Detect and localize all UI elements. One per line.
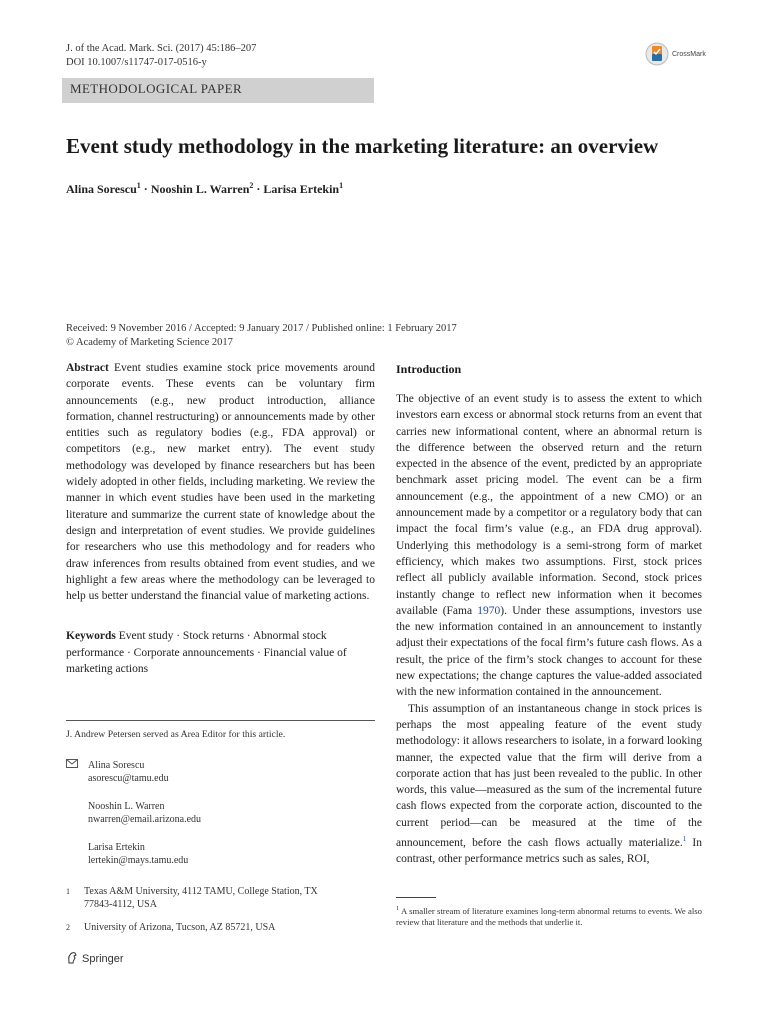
- contact-name: Nooshin L. Warren: [88, 801, 165, 812]
- journal-citation: J. of the Acad. Mark. Sci. (2017) 45:186–207: [66, 43, 257, 54]
- contact-email[interactable]: lertekin@mays.tamu.edu: [88, 855, 189, 866]
- paper-title: Event study methodology in the marketing literature: an overview: [66, 134, 659, 158]
- footnote-rule: [396, 897, 436, 898]
- section-heading: Introduction: [396, 362, 462, 376]
- affiliation: [66, 921, 375, 934]
- affiliation-text: University of Arizona, Tucson, AZ 85721, USA: [84, 922, 276, 933]
- footnote: [396, 903, 702, 929]
- abstract-text: Event studies examine stock price movements around corporate events. These events can be voluntary firm announcements (e.g., new product introduction, alliance formation, channel restructuring) or announcements made by other entities such as regulatory bodies (e.g., FDA approval) or competitors (e.g., new market entry). The event study methodology was developed by finance researchers but has been widely adopted in other fields, including marketing. We review the manner in which event studies have been used in the marketing literature and summarize the current state of knowledge about the design and interpretation of event studies. We provide guidelines for researchers who use this methodology and for readers who draw inferences from results obtained from event studies, and we highlight a few areas where the methodology can be leveraged to help us better understand the financial value of marketing actions.: [66, 362, 376, 603]
- paragraph-text: In contrast, other performance metrics such as sales, ROI,: [396, 836, 702, 866]
- paragraph-text: This assumption of an instantaneous change in stock prices is perhaps the most appealing feature of the event study methodology: it allows researchers to isolate, in a forward looking manner, the expected value that the firm will derive from a corporate action that has just been revealed to the public. In other words, this value—measured as the sum of the incremental future cash flows expected from the corporate action, discounted to the current period—can be measured at the time of the announcement, before the cash flows actually materialize.: [396, 702, 702, 849]
- author-name[interactable]: Nooshin L. Warren: [150, 182, 250, 196]
- intro-paragraph-1: [396, 391, 702, 701]
- contact-block: [66, 759, 375, 944]
- abstract-label: Abstract: [66, 362, 109, 374]
- right-column: [396, 362, 702, 867]
- author-separator: ·: [256, 182, 261, 196]
- contact-email[interactable]: asorescu@tamu.edu: [88, 773, 169, 784]
- author-affiliation-mark: 1: [136, 181, 141, 190]
- contact-name: Alina Sorescu: [88, 760, 145, 771]
- paragraph-text: The objective of an event study is to assess the extent to which investors earn excess or abnormal stock returns from an event that carries new informational content, where an abnormal return is the difference between the observed return and the return expected in the absence of the event, predicted by an appropriate benchmark asset pricing model. The event can be a firm announcement (e.g., the appointment of a new CMO) or an announcement made by a competitor or a regulatory body that can impact the focal firm’s value (e.g., an FDA drug approval). Underlying this methodology is a semi-strong form of market efficiency, which makes two assumptions. First, stock prices reflect all publicly available information. Second, stock prices instantly change to reflect new information when it becomes available (Fama: [396, 393, 702, 617]
- article-type-banner: [62, 78, 374, 103]
- citation-link[interactable]: 1970: [477, 604, 501, 617]
- journal-header: [66, 42, 256, 70]
- affiliation-text: Texas A&M University, 4112 TAMU, College Station, TX 77843-4112, USA: [84, 886, 318, 910]
- author-list: [66, 181, 343, 197]
- springer-horse-icon: [66, 951, 78, 967]
- publisher-logo: [66, 951, 124, 967]
- left-column: [66, 360, 375, 677]
- footnote-link[interactable]: 1: [682, 835, 687, 844]
- intro-paragraph-2: [396, 701, 702, 868]
- doi[interactable]: DOI 10.1007/s11747-017-0516-y: [66, 57, 207, 68]
- abstract: [66, 360, 375, 604]
- author-separator: ·: [143, 182, 148, 196]
- crossmark-label: CrossMark: [672, 50, 706, 58]
- publisher-name: Springer: [82, 953, 124, 965]
- author-affiliation-mark: 2: [249, 181, 254, 190]
- author-name[interactable]: Alina Sorescu: [66, 182, 137, 196]
- footnote-text: A smaller stream of literature examines long-term abnormal returns to events. We also review that literature and the methods that underlie it.: [396, 905, 702, 928]
- contact-email[interactable]: nwarren@email.arizona.edu: [88, 814, 202, 825]
- keywords-label: Keywords: [66, 630, 116, 643]
- paragraph-text: ). Under these assumptions, investors use the new information contained in an announcement to instantly adjust their expectations of the focal firm’s future cash flows. As a result, the price of the firm’s stock changes to account for these new expectations; the change captures the value-added associated with the new information contained in the announcement.: [396, 604, 702, 699]
- envelope-icon: [66, 759, 78, 785]
- contact-name: Larisa Ertekin: [88, 842, 145, 853]
- affiliation-number: 2: [66, 923, 70, 932]
- editor-note-block: [66, 720, 375, 741]
- dates-line: Received: 9 November 2016 / Accepted: 9 January 2017 / Published online: 1 February 2017: [66, 323, 457, 334]
- corresponding-author: [66, 759, 375, 785]
- footnote-mark: 1: [396, 905, 400, 912]
- contact: [88, 841, 375, 867]
- keywords: [66, 628, 375, 677]
- contact: [88, 800, 375, 826]
- keywords-text: Event study · Stock returns · Abnormal stock performance · Corporate announcements · Financial value of marketing actions: [66, 630, 347, 676]
- affiliation: [66, 885, 375, 911]
- author-affiliation-mark: 1: [339, 181, 344, 190]
- copyright-line: © Academy of Marketing Science 2017: [66, 337, 233, 348]
- crossmark-badge[interactable]: [645, 42, 706, 66]
- author-name[interactable]: Larisa Ertekin: [263, 182, 340, 196]
- publication-dates: [66, 322, 457, 350]
- crossmark-icon: [645, 42, 669, 66]
- affiliation-number: 1: [66, 887, 70, 896]
- editor-note: J. Andrew Petersen served as Area Editor for this article.: [66, 729, 286, 740]
- article-type: METHODOLOGICAL PAPER: [70, 81, 243, 96]
